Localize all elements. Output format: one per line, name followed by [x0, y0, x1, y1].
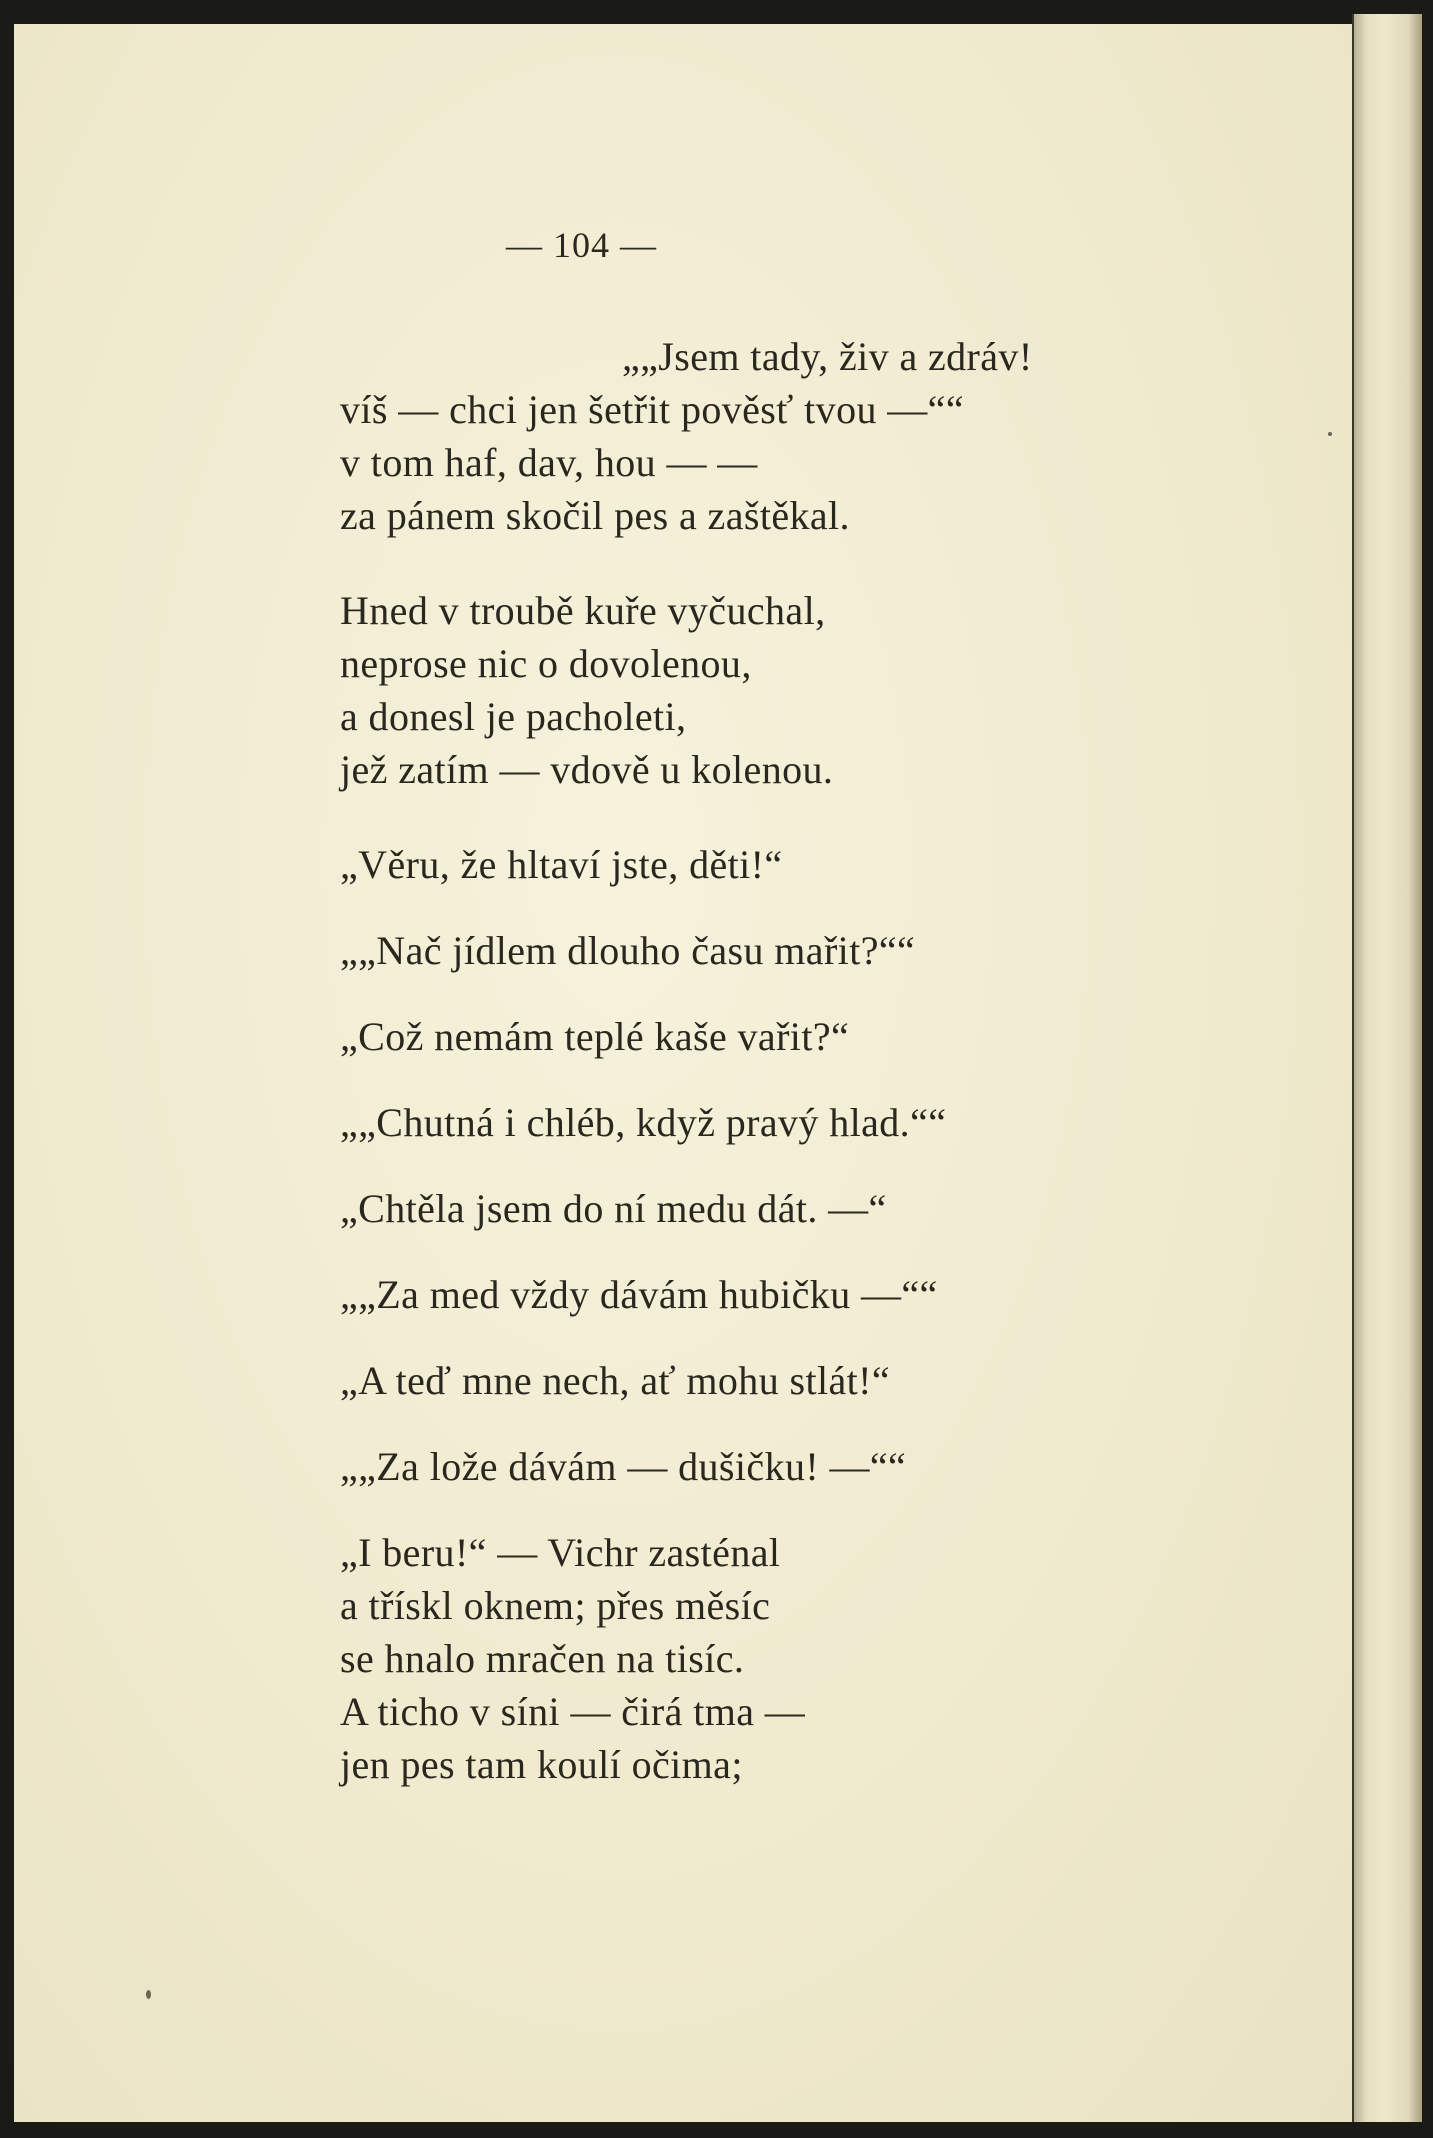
verse-line: za pánem skočil pes a zaštěkal. — [340, 493, 850, 538]
verse-line: „„Za lože dávám — dušičku! —““ — [340, 1444, 907, 1489]
verse-line: „Věru, že hltaví jste, děti!“ — [340, 842, 783, 887]
verse-line: „„Chutná i chléb, když pravý hlad.““ — [340, 1100, 947, 1145]
verse-line: „I beru!“ — Vichr zasténal — [340, 1530, 781, 1575]
verse-line: Hned v troubě kuře vyčuchal, — [340, 588, 826, 633]
verse-line: jen pes tam koulí očima; — [340, 1742, 743, 1787]
verse-line: „Což nemám teplé kaše vařit?“ — [340, 1014, 850, 1059]
verse-line: víš — chci jen šetřit pověsť tvou —““ — [340, 387, 964, 432]
verse-line: a třískl oknem; přes měsíc — [340, 1583, 771, 1628]
adjacent-page-edge — [1354, 14, 1422, 2122]
page-number-text: — 104 — — [506, 225, 657, 265]
verse-line: v tom haf, dav, hou — — — [340, 440, 758, 485]
verse-line: „„Za med vždy dávám hubičku —““ — [340, 1272, 938, 1317]
verse-line: jež zatím — vdově u kolenou. — [340, 747, 834, 792]
paper-speck — [1328, 432, 1332, 436]
verse-line: se hnalo mračen na tisíc. — [340, 1636, 745, 1681]
verse-line: A ticho v síni — čirá tma — — [340, 1689, 806, 1734]
paper-speck — [146, 1990, 151, 1999]
page-number — [0, 224, 1433, 266]
verse-line: neprose nic o dovolenou, — [340, 641, 752, 686]
verse-line: „„Nač jídlem dlouho času mařit?““ — [340, 928, 916, 973]
verse-line: „„Jsem tady, živ a zdráv! — [622, 334, 1033, 379]
verse-line: a donesl je pacholeti, — [340, 694, 687, 739]
verse-line: „A teď mne nech, ať mohu stlát!“ — [340, 1358, 891, 1403]
poem-text — [340, 330, 1240, 1791]
verse-line: „Chtěla jsem do ní medu dát. —“ — [340, 1186, 887, 1231]
